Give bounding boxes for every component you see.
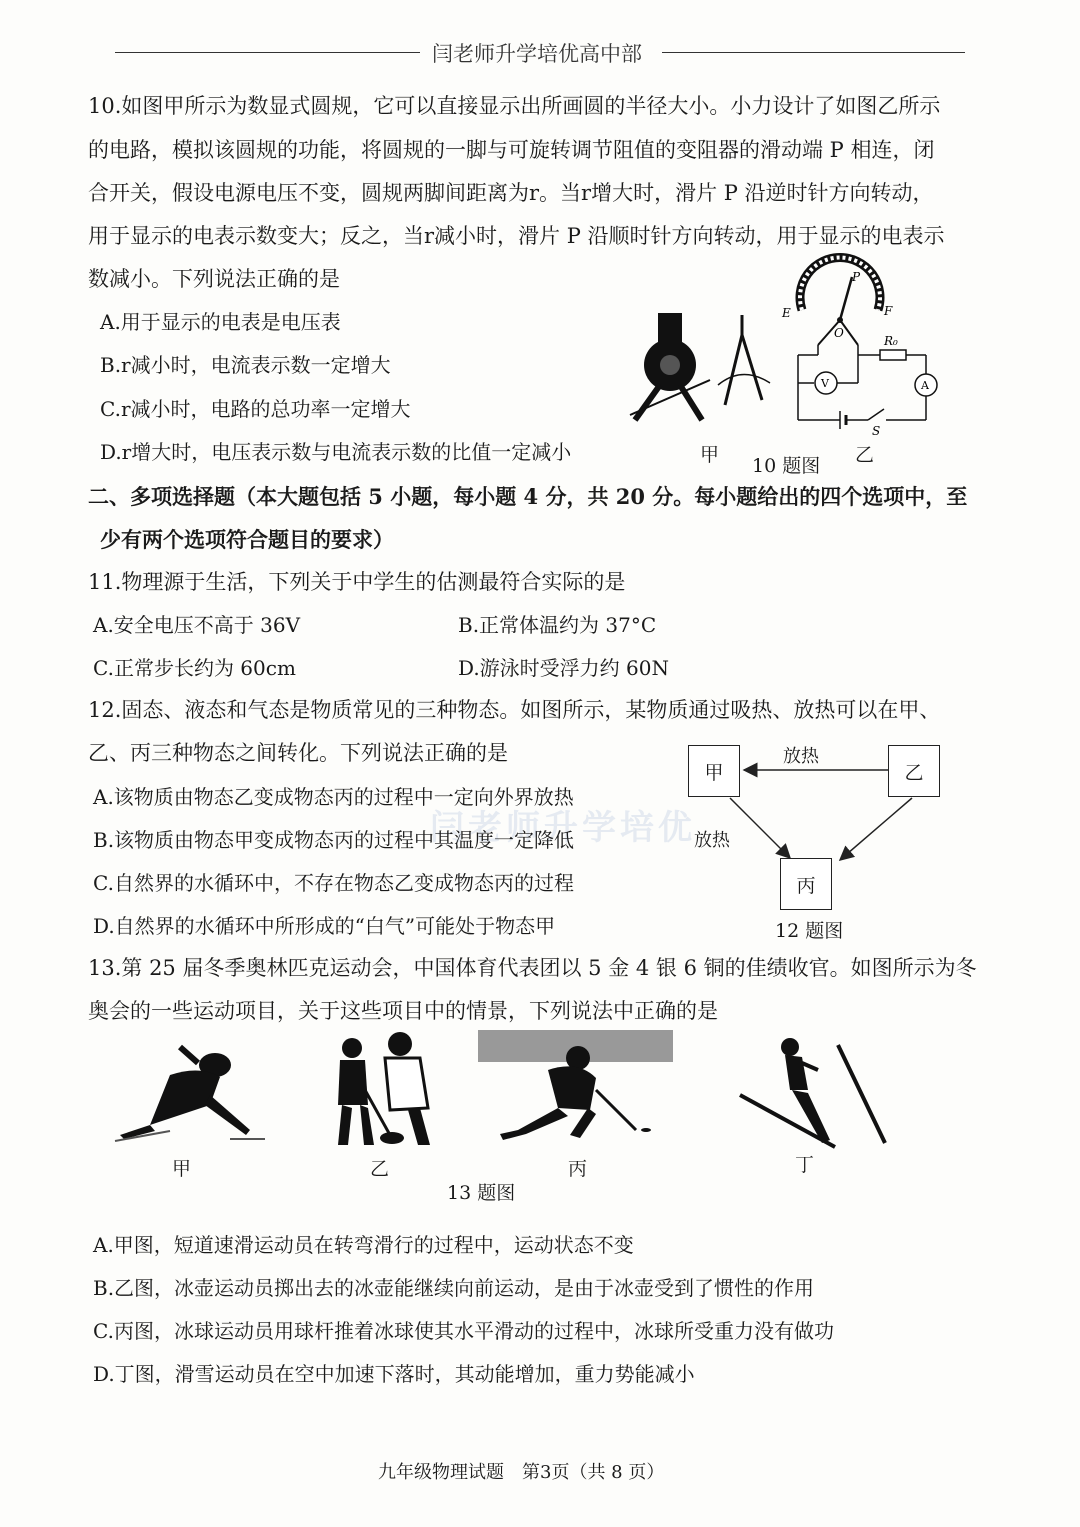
q12-figure-caption: 12 题图 [775, 920, 844, 942]
q10-figure-label-jia: 甲 [700, 444, 720, 466]
watermark: 闫老师升学培优 [430, 808, 696, 848]
section2-heading-line-2: 少有两个选项符合题目的要求） [100, 527, 394, 552]
q10-figure-caption: 10 题图 [752, 455, 821, 477]
arrow-label-left: 放热 [694, 830, 730, 851]
arrow-label-top: 放热 [783, 746, 819, 767]
q13-option-d: D.丁图，滑雪运动员在空中加速下落时，其动能增加，重力势能减小 [93, 1362, 695, 1386]
circuit-label-v: V [821, 377, 829, 390]
speed-skater-image [110, 1035, 270, 1145]
ski-jumper-image [740, 1035, 890, 1150]
q13-label-ding: 丁 [795, 1154, 815, 1176]
state-box-jia: 甲 [688, 745, 740, 797]
q13-option-a: A.甲图，短道速滑运动员在转弯滑行的过程中，运动状态不变 [93, 1233, 634, 1257]
header-title: 闫老师升学培优高中部 [432, 42, 642, 66]
q12-line-2: 乙、丙三种物态之间转化。下列说法正确的是 [88, 741, 508, 765]
q11-option-b: B.正常体温约为 37°C [458, 613, 657, 637]
curling-image [320, 1030, 445, 1150]
state-box-yi: 乙 [888, 745, 940, 797]
compass-illustration [630, 295, 780, 425]
q12-option-b: B.该物质由物态甲变成物态丙的过程中其温度一定降低 [93, 828, 575, 852]
q12-line-1: 12.固态、液态和气态是物质常见的三种物态。如图所示，某物质通过吸热、放热可以在甲、 [88, 698, 941, 722]
header-rule-left [115, 52, 420, 53]
q10-line-5: 数减小。下列说法正确的是 [88, 267, 340, 291]
q11-option-c: C.正常步长约为 60cm [93, 656, 296, 680]
circuit-label-s: S [872, 424, 881, 438]
q10-line-1: 10.如图甲所示为数显式圆规，它可以直接显示出所画圆的半径大小。小力设计了如图乙所示 [88, 94, 941, 118]
q10-option-c: C.r减小时，电路的总功率一定增大 [100, 397, 411, 421]
q10-option-d: D.r增大时，电压表示数与电流表示数的比值一定减小 [100, 440, 572, 464]
state-box-bing: 丙 [780, 858, 832, 910]
q10-option-a: A.用于显示的电表是电压表 [100, 310, 341, 334]
circuit-label-r0: R₀ [884, 334, 898, 348]
circuit-label-e: E [782, 306, 791, 320]
q13-label-yi: 乙 [370, 1158, 390, 1180]
header-rule-right [662, 52, 965, 53]
q12-option-c: C.自然界的水循环中，不存在物态乙变成物态丙的过程 [93, 871, 574, 895]
q13-line-1: 13.第 25 届冬季奥林匹克运动会，中国体育代表团以 5 金 4 银 6 铜的佳绩收官。如图所示为冬 [88, 956, 977, 980]
q13-option-c: C.丙图，冰球运动员用球杆推着冰球使其水平滑动的过程中，冰球所受重力没有做功 [93, 1319, 834, 1343]
q12-option-d: D.自然界的水循环中所形成的“白气”可能处于物态甲 [93, 914, 556, 938]
circuit-label-o: O [834, 326, 844, 340]
q11-option-a: A.安全电压不高于 36V [93, 613, 301, 637]
q13-figure-caption: 13 题图 [447, 1182, 516, 1204]
ice-hockey-image [478, 1030, 673, 1140]
q10-line-3: 合开关，假设电源电压不变，圆规两脚间距离为r。当r增大时，滑片 P 沿逆时针方向转动， [88, 181, 934, 205]
page-footer: 九年级物理试题 第3页（共 8 页） [378, 1462, 665, 1483]
q10-option-b: B.r减小时，电流表示数一定增大 [100, 353, 391, 377]
circuit-diagram [780, 255, 940, 438]
q10-line-2: 的电路，模拟该圆规的功能，将圆规的一脚与可旋转调节阻值的变阻器的滑动端 P 相连，闭 [88, 138, 935, 162]
q11-stem: 11.物理源于生活，下列关于中学生的估测最符合实际的是 [88, 570, 626, 594]
q13-label-bing: 丙 [568, 1158, 588, 1180]
q11-option-d: D.游泳时受浮力约 60N [458, 656, 669, 680]
q13-label-jia: 甲 [172, 1158, 192, 1180]
q13-option-b: B.乙图，冰壶运动员掷出去的冰壶能继续向前运动，是由于冰壶受到了惯性的作用 [93, 1276, 815, 1300]
q12-option-a: A.该物质由物态乙变成物态丙的过程中一定向外界放热 [93, 785, 574, 809]
q10-figure-label-yi: 乙 [855, 444, 875, 466]
circuit-label-p: P [852, 270, 861, 284]
circuit-label-a: A [921, 379, 929, 392]
section2-heading-line-1: 二、多项选择题（本大题包括 5 小题，每小题 4 分，共 20 分。每小题给出的四个选项中，至 [88, 484, 968, 509]
q13-line-2: 奥会的一些运动项目，关于这些项目中的情景，下列说法中正确的是 [88, 999, 718, 1023]
q10-line-4: 用于显示的电表示数变大；反之，当r减小时，滑片 P 沿顺时针方向转动，用于显示的电表示 [88, 224, 945, 248]
circuit-label-f: F [884, 304, 893, 318]
